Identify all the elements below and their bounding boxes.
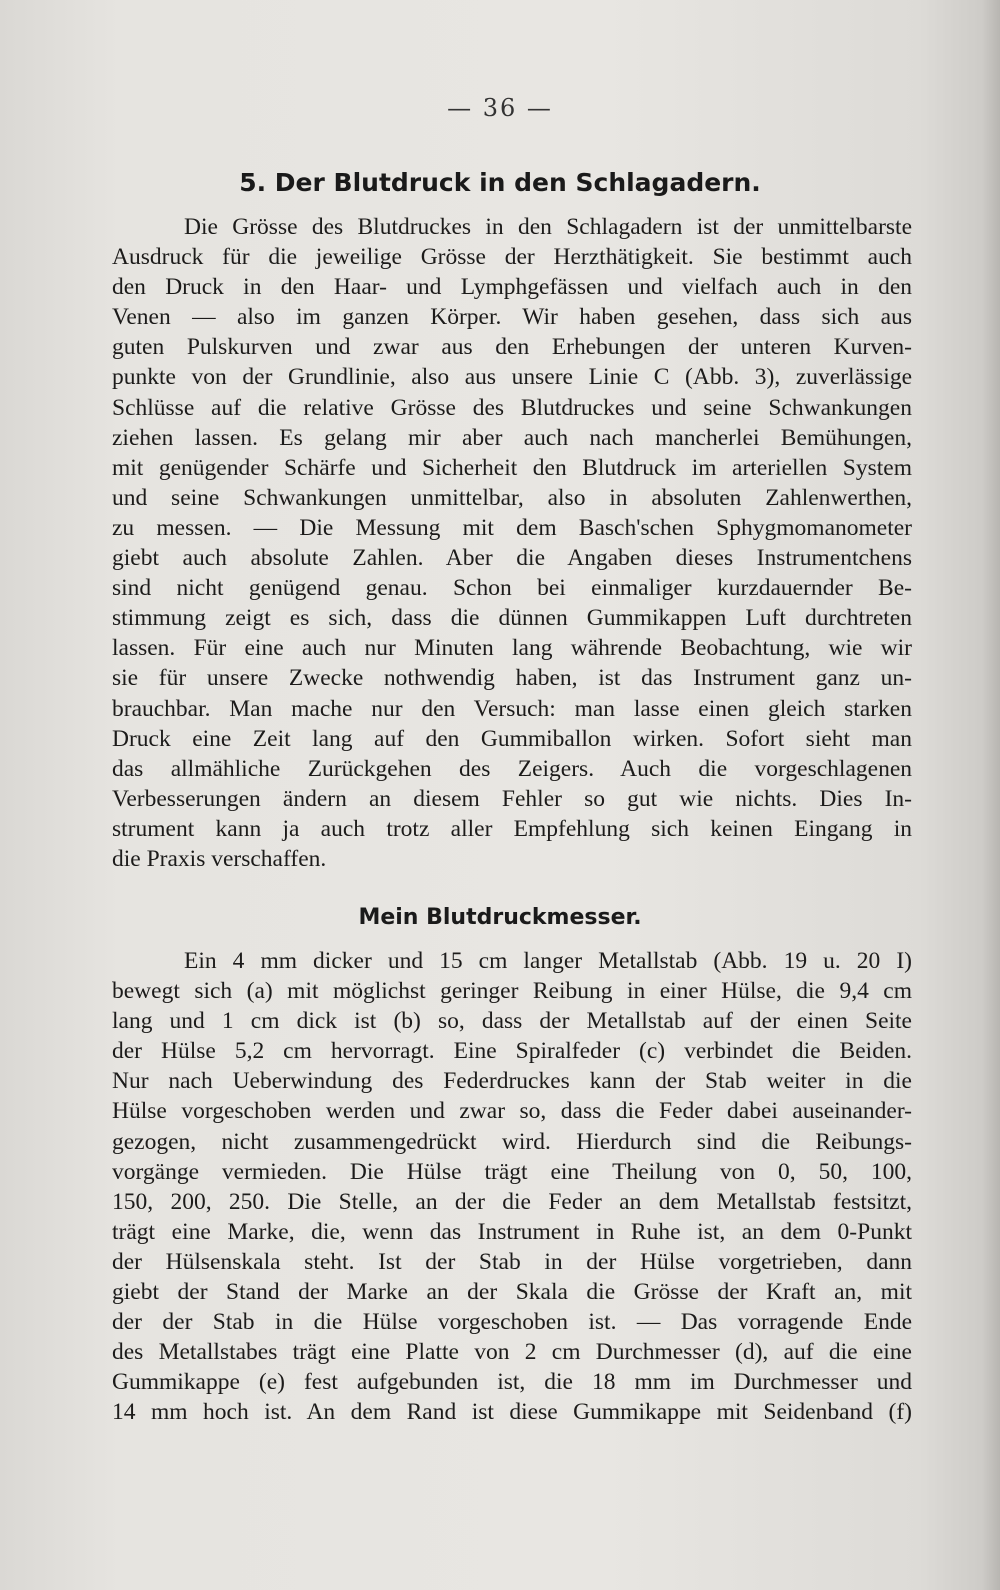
paragraph-line: Ausdruck für die jeweilige Grösse der Herzthätigkeit. Sie bestimmt auch: [112, 244, 912, 271]
paragraph-line: Nur nach Ueberwindung des Federdruckes kann der Stab weiter in die: [112, 1068, 912, 1095]
paragraph-line: vorgänge vermieden. Die Hülse trägt eine Theilung von 0, 50, 100,: [112, 1158, 912, 1185]
paragraph-line: gezogen, nicht zusammengedrückt wird. Hierdurch sind die Reibungs-: [112, 1128, 912, 1155]
subsection-paragraph: [112, 946, 912, 1428]
paragraph-line: stimmung zeigt es sich, dass die dünnen Gummikappen Luft durchtreten: [112, 605, 912, 632]
paragraph-line: den Druck in den Haar- und Lymphgefässen und vielfach auch in den: [112, 274, 912, 301]
paragraph-line: bewegt sich (a) mit möglichst geringer Reibung in einer Hülse, die 9,4 cm: [112, 978, 912, 1005]
paragraph-line: trägt eine Marke, die, wenn das Instrument in Ruhe ist, an dem 0-Punkt: [112, 1218, 912, 1245]
section-paragraph: [112, 212, 912, 874]
paragraph-line: Gummikappe (e) fest aufgebunden ist, die 18 mm im Durchmesser und: [112, 1369, 912, 1396]
paragraph-line: Venen — also im ganzen Körper. Wir haben gesehen, dass sich aus: [112, 304, 912, 331]
paragraph-line: Verbesserungen ändern an diesem Fehler so gut wie nichts. Dies In-: [112, 785, 912, 812]
paragraph-line: Hülse vorgeschoben werden und zwar so, dass die Feder dabei auseinander-: [112, 1098, 912, 1125]
paragraph-line: Druck eine Zeit lang auf den Gummiballon wirken. Sofort sieht man: [112, 725, 912, 752]
paragraph-line: giebt der Stand der Marke an der Skala die Grösse der Kraft an, mit: [112, 1279, 912, 1306]
paragraph-line: Die Grösse des Blutdruckes in den Schlagadern ist der unmittelbarste: [184, 214, 912, 240]
paragraph-line: lassen. Für eine auch nur Minuten lang währende Beobachtung, wie wir: [112, 635, 912, 662]
paragraph-line: guten Pulskurven und zwar aus den Erhebungen der unteren Kurven-: [112, 334, 912, 361]
paragraph-line: giebt auch absolute Zahlen. Aber die Angaben dieses Instrumentchens: [112, 545, 912, 572]
paragraph-line: der der Stab in die Hülse vorgeschoben ist. — Das vorragende Ende: [112, 1309, 912, 1336]
paragraph-line: die Praxis verschaffen.: [112, 845, 327, 872]
section-heading: 5. Der Blutdruck in den Schlagadern.: [239, 168, 761, 197]
paragraph-line: und seine Schwankungen unmittelbar, also in absoluten Zahlenwerthen,: [112, 484, 912, 511]
paragraph-line: der Hülsenskala steht. Ist der Stab in der Hülse vorgetrieben, dann: [112, 1248, 912, 1275]
page-number: — 36 —: [447, 94, 553, 122]
subsection-heading: Mein Blutdruckmesser.: [358, 905, 642, 930]
paragraph-line: ziehen lassen. Es gelang mir aber auch nach mancherlei Bemühungen,: [112, 424, 912, 451]
paragraph-line: 150, 200, 250. Die Stelle, an der die Feder an dem Metallstab festsitzt,: [112, 1188, 912, 1215]
paragraph-line: brauchbar. Man mache nur den Versuch: man lasse einen gleich starken: [112, 695, 912, 722]
paragraph-line: des Metallstabes trägt eine Platte von 2 cm Durchmesser (d), auf die eine: [112, 1339, 912, 1366]
paragraph-line: strument kann ja auch trotz aller Empfehlung sich keinen Eingang in: [112, 815, 912, 842]
page-edge-shadow: [982, 0, 1000, 1590]
paragraph-line: Schlüsse auf die relative Grösse des Blutdruckes und seine Schwankungen: [112, 394, 912, 421]
paragraph-line: lang und 1 cm dick ist (b) so, dass der Metallstab auf der einen Seite: [112, 1008, 912, 1035]
paragraph-line: mit genügender Schärfe und Sicherheit den Blutdruck im arteriellen System: [112, 454, 912, 481]
paragraph-line: Ein 4 mm dicker und 15 cm langer Metallstab (Abb. 19 u. 20 I): [184, 948, 912, 974]
paragraph-line: zu messen. — Die Messung mit dem Basch'schen Sphygmomanometer: [112, 514, 912, 541]
paragraph-line: sind nicht genügend genau. Schon bei einmaliger kurzdauernder Be-: [112, 575, 912, 602]
paragraph-line: sie für unsere Zwecke nothwendig haben, ist das Instrument ganz un-: [112, 665, 912, 692]
paragraph-line: das allmähliche Zurückgehen des Zeigers. Auch die vorgeschlagenen: [112, 755, 912, 782]
paragraph-line: der Hülse 5,2 cm hervorragt. Eine Spiralfeder (c) verbindet die Beiden.: [112, 1038, 912, 1065]
paragraph-line: 14 mm hoch ist. An dem Rand ist diese Gummikappe mit Seidenband (f): [112, 1399, 912, 1426]
paragraph-line: punkte von der Grundlinie, also aus unsere Linie C (Abb. 3), zuverlässige: [112, 364, 912, 391]
